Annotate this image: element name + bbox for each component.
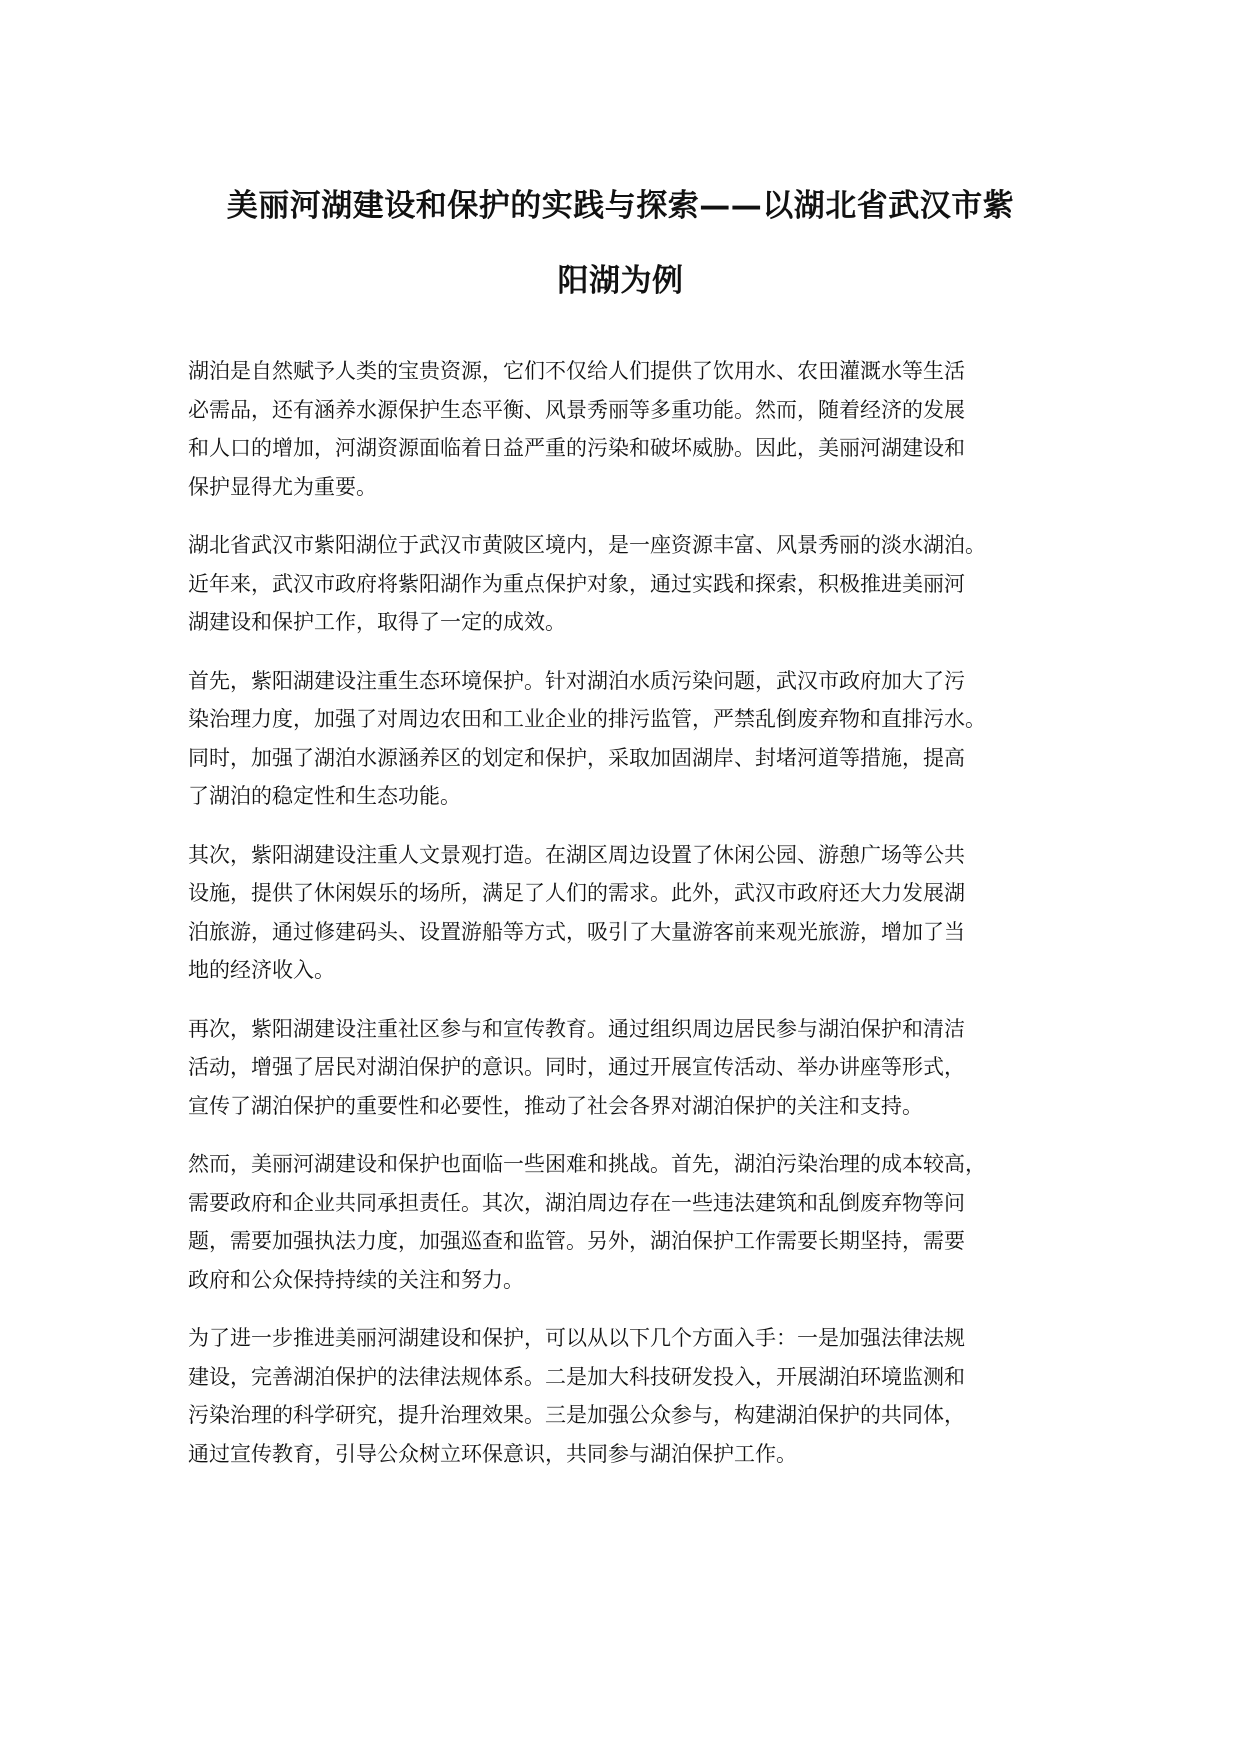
paragraph-line: 然而，美丽河湖建设和保护也面临一些困难和挑战。首先，湖泊污染治理的成本较高， xyxy=(188,1152,986,1176)
paragraph-line: 政府和公众保持持续的关注和努力。 xyxy=(188,1267,524,1292)
paragraph-line: 地的经济收入。 xyxy=(188,958,335,982)
paragraph-line: 保护显得尤为重要。 xyxy=(188,474,377,499)
paragraph-line: 污染治理的科学研究，提升治理效果。三是加强公众参与，构建湖泊保护的共同体， xyxy=(188,1403,965,1427)
body-paragraph xyxy=(188,352,1068,506)
body-paragraph xyxy=(188,526,1068,642)
paragraph-line: 湖北省武汉市紫阳湖位于武汉市黄陂区境内，是一座资源丰富、风景秀丽的淡水湖泊。 xyxy=(188,533,986,557)
paragraph-line: 通过宣传教育，引导公众树立环保意识，共同参与湖泊保护工作。 xyxy=(188,1441,797,1466)
paragraph-line: 建设，完善湖泊保护的法律法规体系。二是加大科技研发投入，开展湖泊环境监测和 xyxy=(188,1364,965,1389)
paragraph-line: 首先，紫阳湖建设注重生态环境保护。针对湖泊水质污染问题，武汉市政府加大了污 xyxy=(188,668,965,693)
paragraph-line: 宣传了湖泊保护的重要性和必要性，推动了社会各界对湖泊保护的关注和支持。 xyxy=(188,1093,923,1118)
paragraph-line: 近年来，武汉市政府将紫阳湖作为重点保护对象，通过实践和探索，积极推进美丽河 xyxy=(188,571,965,596)
body-paragraph xyxy=(188,1010,1068,1126)
paragraph-line: 同时，加强了湖泊水源涵养区的划定和保护，采取加固湖岸、封堵河道等措施，提高 xyxy=(188,745,965,770)
body-paragraph xyxy=(188,1145,1068,1299)
paragraph-line: 泊旅游，通过修建码头、设置游船等方式，吸引了大量游客前来观光旅游，增加了当 xyxy=(188,919,965,944)
paragraph-line: 题，需要加强执法力度，加强巡查和监管。另外，湖泊保护工作需要长期坚持，需要 xyxy=(188,1229,965,1253)
body-paragraph xyxy=(188,662,1068,816)
document-title-line-2: 阳湖为例 xyxy=(557,263,684,299)
paragraph-line: 为了进一步推进美丽河湖建设和保护，可以从以下几个方面入手：一是加强法律法规 xyxy=(188,1326,965,1350)
paragraph-line: 需要政府和企业共同承担责任。其次，湖泊周边存在一些违法建筑和乱倒废弃物等问 xyxy=(188,1190,965,1215)
body-paragraph xyxy=(188,1319,1068,1473)
paragraph-line: 其次，紫阳湖建设注重人文景观打造。在湖区周边设置了休闲公园、游憩广场等公共 xyxy=(188,842,965,867)
paragraph-line: 再次，紫阳湖建设注重社区参与和宣传教育。通过组织周边居民参与湖泊保护和清洁 xyxy=(188,1016,965,1041)
paragraph-line: 和人口的增加，河湖资源面临着日益严重的污染和破坏威胁。因此，美丽河湖建设和 xyxy=(188,436,965,460)
body-paragraph xyxy=(188,836,1068,990)
paragraph-line: 湖泊是自然赋予人类的宝贵资源，它们不仅给人们提供了饮用水、农田灌溉水等生活 xyxy=(188,359,965,383)
paragraph-line: 了湖泊的稳定性和生态功能。 xyxy=(188,784,461,808)
paragraph-line: 活动，增强了居民对湖泊保护的意识。同时，通过开展宣传活动、举办讲座等形式， xyxy=(188,1055,965,1079)
paragraph-line: 染治理力度，加强了对周边农田和工业企业的排污监管，严禁乱倒废弃物和直排污水。 xyxy=(188,707,986,731)
paragraph-line: 必需品，还有涵养水源保护生态平衡、风景秀丽等多重功能。然而，随着经济的发展 xyxy=(188,397,965,422)
document-body xyxy=(188,352,1068,1493)
paragraph-line: 湖建设和保护工作，取得了一定的成效。 xyxy=(188,610,566,634)
document-title-line-1: 美丽河湖建设和保护的实践与探索——以湖北省武汉市紫 xyxy=(226,188,1015,224)
paragraph-line: 设施，提供了休闲娱乐的场所，满足了人们的需求。此外，武汉市政府还大力发展湖 xyxy=(188,881,965,905)
